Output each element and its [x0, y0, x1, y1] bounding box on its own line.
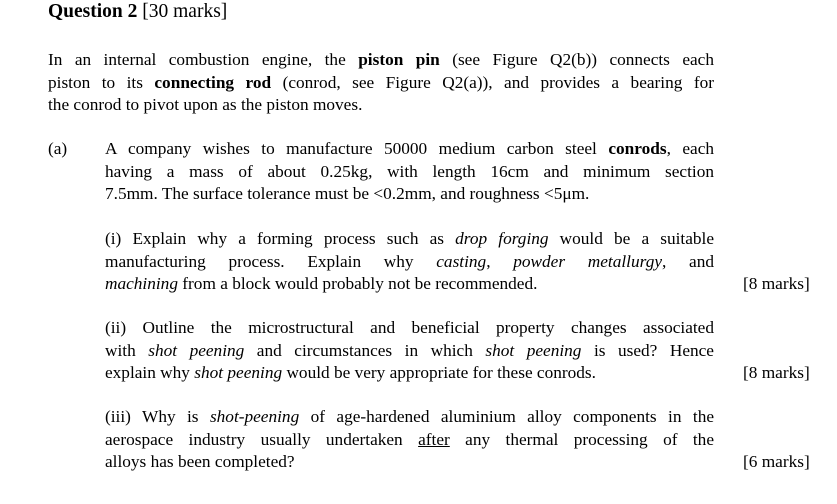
sub-iii-line-3: alloys has been completed? — [105, 452, 295, 471]
term-shot-peening: shot-peening — [209, 407, 300, 426]
sub-ii-line-1: (ii) Outline the microstructural and beneficial property changes associated — [105, 318, 714, 337]
term-machining: machining — [105, 274, 178, 293]
sub-iii-text: of age-hardened aluminium alloy components in the — [299, 407, 714, 426]
sub-iii-marks: [6 marks] — [743, 452, 810, 471]
intro-line-2 — [48, 72, 714, 95]
term-shot-peening: shot peening — [148, 340, 245, 360]
part-a-line-2: having a mass of about 0.25kg, with length 16cm and minimum section — [105, 161, 714, 181]
sub-i-text: (i) Explain why a forming process such as — [105, 229, 456, 248]
term-shot-peening: shot peening — [485, 340, 582, 360]
sub-i-text: would be a suitable — [548, 229, 714, 248]
term-powder-metallurgy: powder metallurgy — [513, 251, 663, 271]
intro-text: (conrod, see Figure Q2(a)), and provides a bearing for — [271, 72, 714, 92]
sub-ii-text: with — [105, 340, 149, 360]
sub-ii-text: and circumstances in which — [244, 340, 486, 360]
sub-i-line-2 — [105, 251, 714, 274]
sub-ii-text: would be very appropriate for these conrods. — [282, 363, 596, 382]
intro-paragraph — [48, 49, 714, 117]
term-conrods: conrods — [608, 139, 667, 158]
sub-ii-text: explain why — [105, 363, 195, 382]
sub-ii-marks: [8 marks] — [743, 363, 810, 382]
sub-i-line-1 — [105, 228, 714, 251]
sub-ii-line-2 — [105, 340, 714, 363]
term-connecting-rod: connecting rod — [154, 72, 272, 92]
sub-question-ii — [105, 317, 714, 385]
question-title: Question 2 — [48, 1, 138, 22]
sub-iii-line-1 — [105, 406, 714, 429]
term-shot-peening: shot peening — [194, 363, 283, 382]
sub-question-i — [105, 228, 714, 296]
term-casting: casting — [436, 251, 487, 271]
sub-i-text: from a block would probably not be recommended. — [177, 274, 538, 293]
part-a-paragraph — [105, 138, 714, 206]
sub-iii-text: (iii) Why is — [105, 407, 210, 426]
emphasis-after: after — [418, 429, 450, 449]
sub-ii-line-3 — [105, 362, 714, 385]
sub-iii-text: any thermal processing of the — [449, 429, 714, 449]
sub-i-marks: [8 marks] — [743, 274, 810, 293]
sub-i-text: , and — [662, 251, 714, 271]
intro-line-1 — [48, 49, 714, 72]
intro-text: In an internal combustion engine, the — [48, 50, 359, 69]
question-heading — [48, 0, 227, 24]
question-total-marks: [30 marks] — [137, 1, 228, 22]
part-a-text: A company wishes to manufacture 50000 medium carbon steel — [105, 139, 609, 158]
part-a-text: , each — [666, 139, 715, 158]
sub-i-text: manufacturing process. Explain why — [105, 251, 437, 271]
part-a-line-1 — [105, 138, 714, 161]
sub-i-line-3 — [105, 273, 714, 296]
part-a-line-3: 7.5mm. The surface tolerance must be <0.2mm, and roughness <5μm. — [105, 184, 590, 203]
sub-ii-text: is used? Hence — [581, 340, 714, 360]
sub-question-iii — [105, 406, 714, 474]
intro-line-3: the conrod to pivot upon as the piston moves. — [48, 95, 363, 114]
part-a-label: (a) — [48, 139, 68, 158]
sub-iii-line-2 — [105, 429, 714, 452]
sub-iii-text: aerospace industry usually undertaken — [105, 429, 419, 449]
sub-i-text: , — [486, 251, 514, 271]
term-drop-forging: drop forging — [455, 229, 549, 248]
intro-text: piston to its — [48, 72, 155, 92]
intro-text: (see Figure Q2(b)) connects each — [439, 50, 714, 69]
term-piston-pin: piston pin — [358, 50, 440, 69]
